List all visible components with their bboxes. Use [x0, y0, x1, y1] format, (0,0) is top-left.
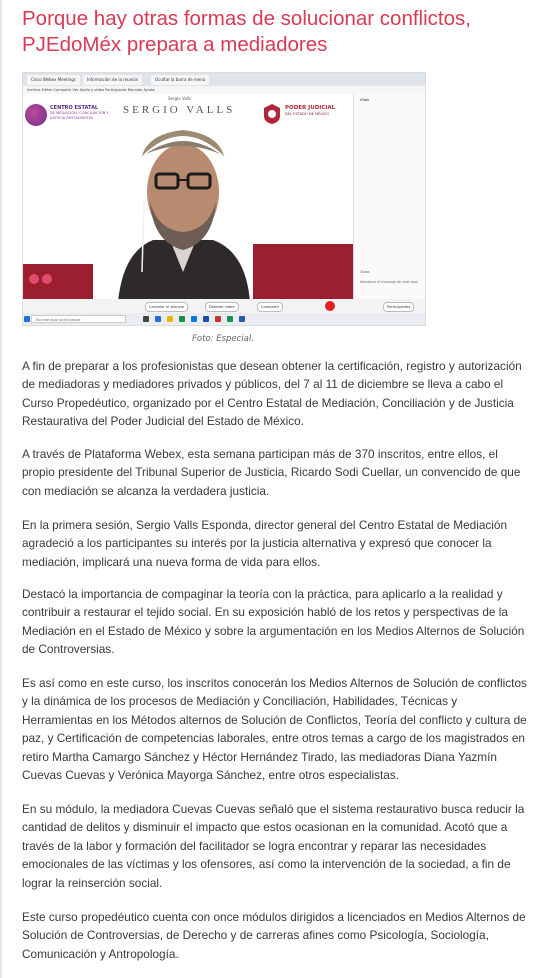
left-logo-title: CENTRO ESTATAL: [50, 105, 99, 111]
mute-button: Cancelar el silencio: [145, 302, 188, 312]
paragraph: Es así como en este curso, los inscritos conocerán los Medios Alternos de Solución de conflictos y la dinámica de los procesos de Mediación y Conciliación, Habilidades, Técnicas y Herramientas en los Métodos alternos de Solución de Conflictos, Teoría del conflicto y cultura de paz, y Certificación de competencias laborales, entre otros temas a cargo de los magistrados en retiro Martha Camargo Sánchez y Héctor Hernández Tirado, las mediadoras Diana Yazmín Cuevas Cuevas y Verónica Mayorga Sánchez, entre otros especialistas.: [22, 676, 527, 783]
chat-panel-header: Chat: [360, 98, 369, 102]
meeting-controls: [23, 299, 425, 313]
twitter-icon: [42, 274, 52, 284]
face-photo-icon: [108, 112, 258, 299]
article-title: Porque hay otras formas de solucionar conflictos, PJEdoMéx prepara a mediadores: [22, 7, 471, 56]
webex-menu-bar: Archivo Editar Compartir Ver Audio y vídeo Participante Reunión Ayuda: [23, 86, 425, 94]
participants-button: Participantes: [383, 302, 414, 312]
paragraph: A fin de preparar a los profesionistas que desean obtener la certificación, registro y autorización de mediadoras y mediadores privados y públicos, del 7 al 11 de diciembre se lleva a cabo el Curso Propedéutico, organizado por el Centro Estatal de Mediación, Conciliación y de Justicia Restaurativa del Poder Judicial del Estado de México.: [22, 359, 522, 429]
photo-caption: Foto: Especial.: [192, 334, 254, 344]
browser-tab-bar: [23, 73, 425, 86]
speaker-banner: SERGIO VALLS: [123, 104, 236, 116]
browser-tab: Ocultar la barra de menú: [151, 75, 209, 85]
stop-video-button: Detener vídeo: [205, 302, 239, 312]
end-call-icon: [325, 301, 335, 311]
paragraph: En la primera sesión, Sergio Valls Esponda, director general del Centro Estatal de Mediación agradeció a los participantes su interés por la justicia alternativa y expresó que conocer la mediación, implicará una nueva forma de vida para ellos.: [22, 518, 508, 569]
article-photo: [22, 72, 426, 326]
video-feed: [23, 94, 353, 299]
chat-panel: [353, 94, 426, 299]
logo-poder-judicial-icon: [263, 100, 351, 130]
right-logo-subtitle: DEL ESTADO DE MÉXICO: [285, 112, 330, 116]
left-logo-subtitle: DE MEDIACIÓN, CONCILIACIÓN Y JUSTICIA RESTAURATIVA: [50, 111, 109, 120]
browser-tab: Cisco Webex Meetings: [27, 75, 80, 85]
paragraph: Destacó la importancia de compaginar la teoría con la práctica, para aplicarlo a la realidad y contribuir a restaurar el tejido social. En su exposición habló de los retos y perspectivas de la Mediación en el Estado de México y sobre la argumentación en los Medios Alternos de Solución de Controversias.: [22, 587, 525, 657]
paragraph: Este curso propedéutico cuenta con once módulos dirigidos a licenciados en Medios Alternos de Solución de Controversias, de Derecho y de carreras afines como Psicología, Sociología, Comunicación y Antropología.: [22, 910, 526, 961]
speaker-tag: Sergio Valls: [168, 96, 192, 101]
windows-icon: [24, 316, 30, 322]
paragraph: En su módulo, la mediadora Cuevas Cuevas señaló que el sistema restaurativo busca reducir la cantidad de delitos y disminuir el impacto que estos ocasionan en la comunidad. Acotó que a través de la labor y formación del facilitador se logra encontrar y reparar las necesidades emocionales de las víctimas y los ofensores, así como la intervención de la sociedad, a fin de lograr la reinserción social.: [22, 802, 525, 890]
browser-tab: Información de la reunión: [83, 75, 142, 85]
chat-input: Introduce el mensaje de chat aquí: [360, 280, 418, 284]
share-button: Compartir: [257, 302, 283, 312]
right-logo-title: PODER JUDICIAL: [285, 105, 336, 111]
windows-taskbar: [23, 313, 425, 325]
left-border: [0, 0, 2, 978]
taskbar-search: Escribe aquí para buscar: [31, 315, 126, 323]
chat-recipient: Todos: [360, 270, 370, 274]
paragraph: A través de Plataforma Webex, esta semana participan más de 370 inscritos, entre ellos, el propio presidente del Tribunal Superior de Justicia, Ricardo Sodi Cuellar, un convencido de que con mediación se alcanza la verdadera justicia.: [22, 447, 521, 498]
logo-centro-estatal-icon: [25, 102, 115, 130]
instagram-icon: [29, 274, 39, 284]
